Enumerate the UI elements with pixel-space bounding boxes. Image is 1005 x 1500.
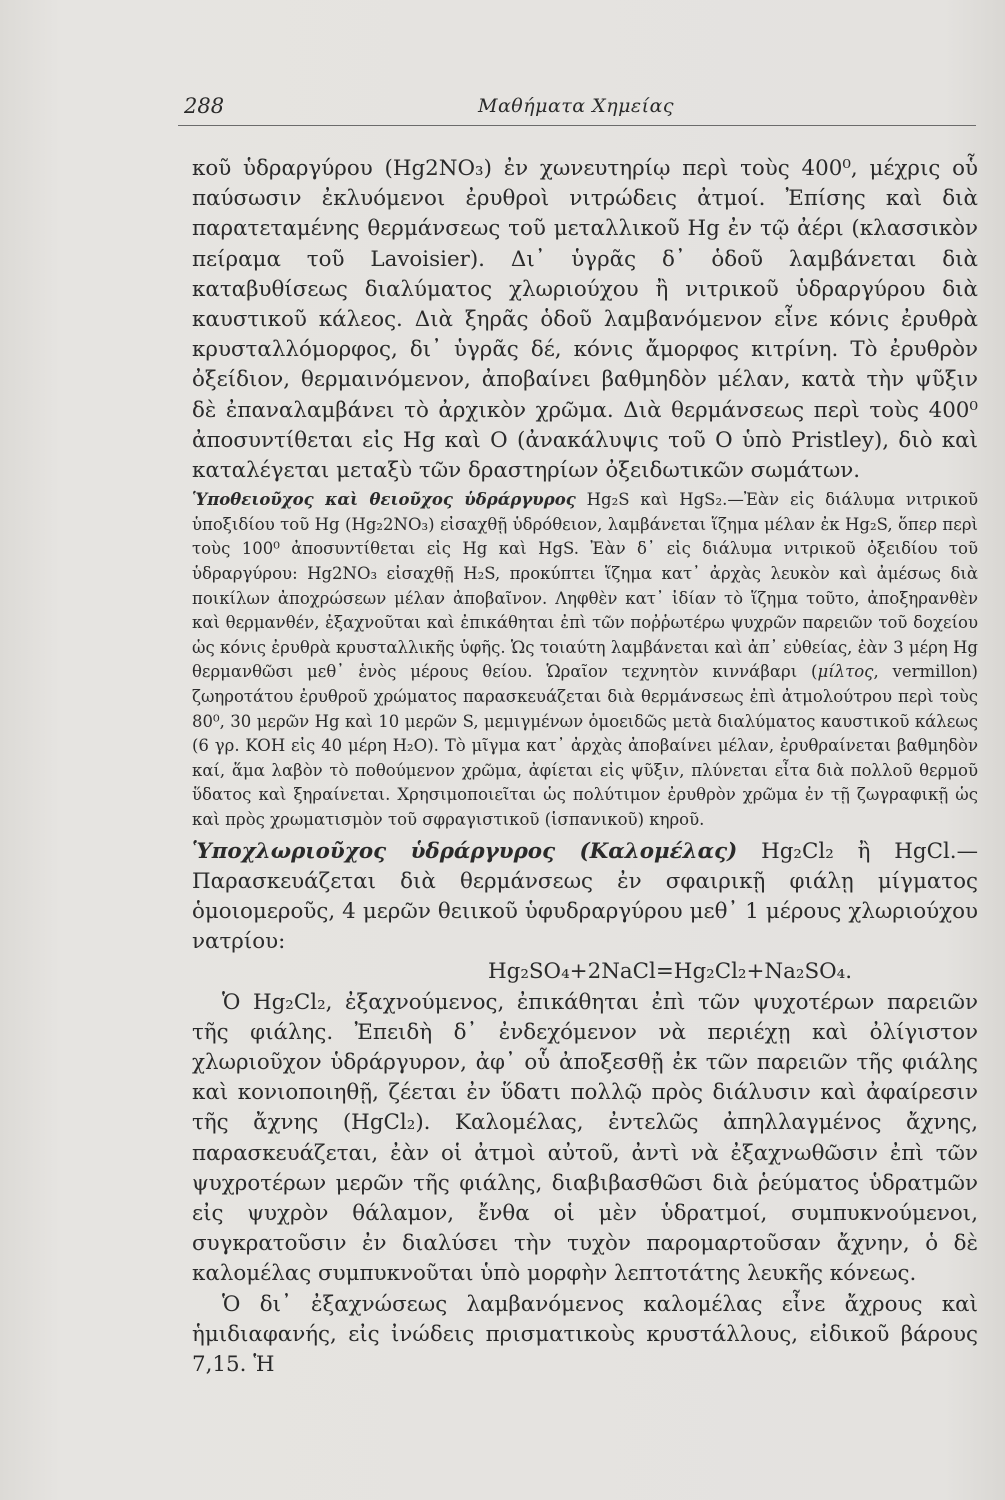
sulfides-text-italic: μίλτος bbox=[817, 662, 874, 682]
paragraph-sulfides bbox=[192, 488, 978, 832]
paragraph-purification: Ὁ Hg₂Cl₂, ἐξαχνούμενος, ἐπικάθηται ἐπὶ τῶν ψυχοτέρων παρειῶν τῆς φιάλης. Ἐπειδὴ δ᾽ ἐνδεχόμενον νὰ περιέχῃ καὶ ὀλίγιστον χλωριοῦχον ὑδράργυρον, ἀφ᾽ οὗ ἀποξεσθῇ ἐκ τῶν παρειῶν τῆς φιάλης καὶ κονιοποιηθῇ, ζέεται ἐν ὕδατι πολλῷ πρὸς διάλυσιν καὶ ἀφαίρεσιν τῆς ἄχνης (HgCl₂). Καλομέλας, ἐντελῶς ἀπηλλαγμένος ἄχνης, παρασκευάζεται, ἐὰν οἱ ἀτμοὶ αὐτοῦ, ἀντὶ νὰ ἐξαχνωθῶσιν ἐπὶ τῶν ψυχροτέρων μερῶν τῆς φιάλης, διαβιβασθῶσι διὰ ῥεύματος ὑδρατμῶν εἰς ψυχρὸν θάλαμον, ἔνθα οἱ μὲν ὑδρατμοί, συμπυκνούμενοι, συγκρατοῦσιν ἐν διαλύσει τὴν τυχὸν παρομαρτοῦσαν ἄχνην, ὁ δὲ καλομέλας συμπυκνοῦται ὑπὸ μορφὴν λεπτοτάτης λευκῆς κόνεως. bbox=[192, 989, 978, 1287]
sulfides-heading: Ὑποθειοῦχος καὶ θειοῦχος ὑδράργυρος bbox=[192, 490, 576, 510]
header-rule bbox=[178, 125, 976, 126]
calomel-heading: Ὑποχλωριοῦχος ὑδράργυρος (Καλομέλας) bbox=[192, 838, 738, 864]
sulfides-text-2: , vermillon) ζωηροτάτου ἐρυθροῦ χρώματος παρασκευάζεται διὰ θερμάνσεως ἐπὶ ἀτμολούτρου περὶ τοὺς 80⁰, 30 μερῶν Hg καὶ 10 μερῶν S, μεμιγμένων ὁμοειδῶς μετὰ διαλύματος καυστικοῦ κάλεως (6 γρ. KOH εἰς 40 μέρη H₂O). Τὸ μῖγμα κατ᾽ ἀρχὰς ἀποβαίνει μέλαν, ἐρυθραίνεται βαθμηδὸν καί, ἅμα λαβὸν τὸ ποθούμενον χρῶμα, ἀφίεται εἰς ψῦξιν, πλύνεται εἶτα διὰ πολλοῦ θερμοῦ ὕδατος καὶ ξηραίνεται. Χρησιμοποιεῖται ὡς πολύτιμον ἐρυθρὸν χρῶμα ἐν τῇ ζωγραφικῇ ὡς καὶ πρὸς χρωματισμὸν τοῦ σφραγιστικοῦ (ἱσπανικοῦ) κηροῦ. bbox=[192, 662, 978, 829]
sulfides-text-1: Hg₂S καὶ HgS₂.—Ἐὰν εἰς διάλυμα νιτρικοῦ ὑποξιδίου τοῦ Hg (Hg₂2NO₃) εἰσαχθῇ ὑδρόθειον, λαμβάνεται ἵζημα μέλαν ἐκ Hg₂S, ὅπερ περὶ τοὺς 100⁰ ἀποσυντίθεται εἰς Hg καὶ HgS. Ἐὰν δ᾽ εἰς διάλυμα νιτρικοῦ ὀξειδίου τοῦ ὑδραργύρου: Hg2NO₃ εἰσαχθῇ H₂S, προκύπτει ἵζημα κατ᾽ ἀρχὰς λευκὸν καὶ ἀμέσως διὰ ποικίλων ἀποχρώσεων μέλαν ἀποβαῖνον. Ληφθὲν κατ᾽ ἰδίαν τὸ ἵζημα τοῦτο, ἀποξηρανθὲν καὶ θερμανθέν, ἐξαχνοῦται καὶ ἐπικάθηται ἐπὶ τῶν ποῤῥωτέρω ψυχρῶν παρειῶν τοῦ δοχείου ὡς κόνις ἐρυθρὰ κρυσταλλικῆς ὑφῆς. Ὡς τοιαύτη λαμβάνεται καὶ ἀπ᾽ εὐθείας, ἐὰν 3 μέρη Hg θερμανθῶσι μεθ᾽ ἑνὸς μέρους θείου. Ὡραῖον τεχνητὸν κιννάβαρι ( bbox=[192, 490, 979, 682]
reaction-formula: Hg₂SO₄+2NaCl=Hg₂Cl₂+Na₂SO₄. bbox=[487, 959, 853, 985]
paragraph-oxide: κοῦ ὑδραργύρου (Hg2NO₃) ἐν χωνευτηρίῳ περὶ τοὺς 400⁰, μέχρις οὗ παύσωσιν ἐκλυόμενοι ἐρυθροὶ νιτρώδεις ἀτμοί. Ἐπίσης καὶ διὰ παρατεταμένης θερμάνσεως τοῦ μεταλλικοῦ Hg ἐν τῷ ἀέρι (κλασσικὸν πείραμα τοῦ Lavoisier). Δι᾽ ὑγρᾶς δ᾽ ὁδοῦ λαμβάνεται διὰ καταβυθίσεως διαλύματος χλωριούχου ἢ νιτρικοῦ ὑδραργύρου διὰ καυστικοῦ κάλεος. Διὰ ξηρᾶς ὁδοῦ λαμβανόμενον εἶνε κόνις ἐρυθρὰ κρυσταλλόμορφος, δι᾽ ὑγρᾶς δέ, κόνις ἄμορφος κιτρίνη. Τὸ ἐρυθρὸν ὀξείδιον, θερμαινόμενον, ἀποβαίνει βαθμηδὸν μέλαν, κατὰ τὴν ψῦξιν δὲ ἐπαναλαμβάνει τὸ ἀρχικὸν χρῶμα. Διὰ θερμάνσεως περὶ τοὺς 400⁰ ἀποσυντίθεται εἰς Hg καὶ O (ἀνακάλυψις τοῦ O ὑπὸ Pristley), διὸ καὶ καταλέγεται μεταξὺ τῶν δραστηρίων ὀξειδωτικῶν σωμάτων. bbox=[192, 156, 978, 484]
paragraph-calomel bbox=[192, 837, 978, 988]
page-header bbox=[178, 94, 978, 124]
page-body bbox=[192, 154, 978, 1380]
calomel-text: Hg₂Cl₂ ἢ HgCl.— Παρασκευάζεται διὰ θερμάνσεως ἐν σφαιρικῇ φιάλῃ μίγματος ὁμοιομεροῦς, 4 μερῶν θειικοῦ ὑφυδραργύρου μεθ᾽ 1 μέρους χλωριούχου νατρίου: bbox=[192, 838, 978, 955]
running-head: Μαθήματα Χημείας bbox=[478, 95, 675, 117]
paragraph-properties: Ὁ δι᾽ ἐξαχνώσεως λαμβανόμενος καλομέλας εἶνε ἄχρους καὶ ἡμιδιαφανής, εἰς ἰνώδεις πρισματικοὺς κρυστάλλους, εἰδικοῦ βάρους 7,15. Ἡ bbox=[192, 1291, 978, 1377]
page-number: 288 bbox=[184, 94, 225, 118]
